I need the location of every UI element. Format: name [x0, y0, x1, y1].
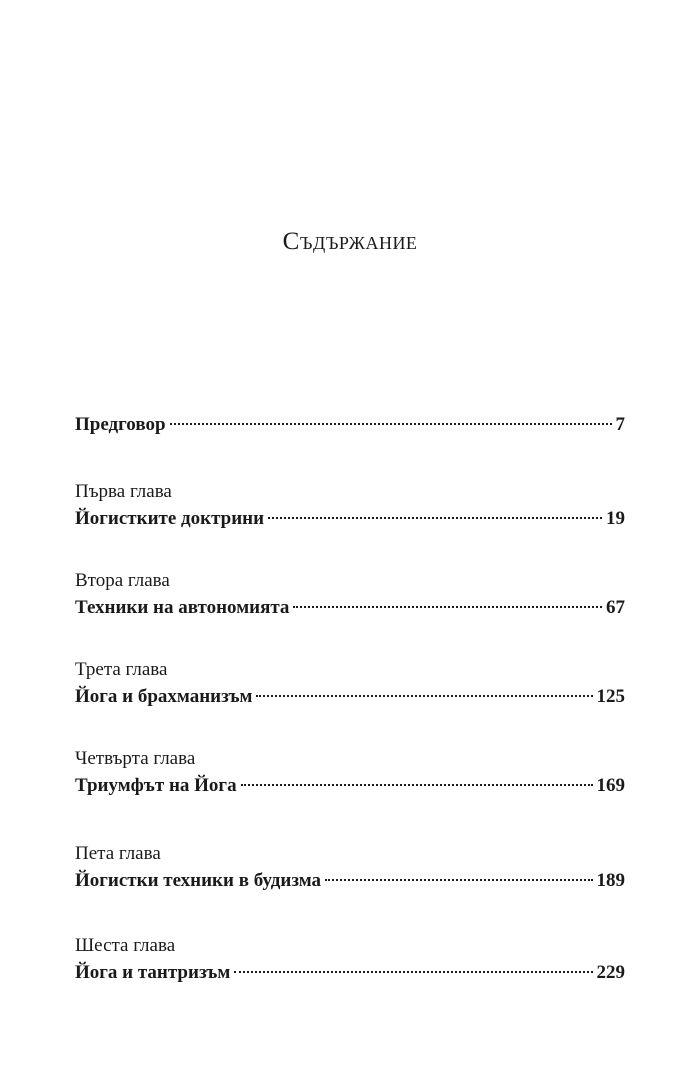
- toc-entry-row: [75, 413, 625, 437]
- toc-entry-row: [75, 685, 625, 709]
- toc-entry-title: Предговор: [75, 414, 166, 435]
- dot-leader: [293, 606, 602, 608]
- chapter-label: Пета глава: [75, 843, 161, 864]
- toc-entry-title: Йога и брахманизъм: [75, 686, 253, 707]
- toc-entry-row: [75, 507, 625, 531]
- toc-entry-page-number: 7: [615, 414, 625, 435]
- dot-leader: [268, 517, 602, 519]
- toc-entry-chapter-3: [75, 659, 625, 709]
- toc-entry-row: [75, 596, 625, 620]
- chapter-label: Четвърта глава: [75, 748, 196, 769]
- toc-entry-title: Йогистки техники в будизма: [75, 870, 322, 891]
- chapter-label: Първа глава: [75, 481, 172, 502]
- toc-entry-title: Йога и тантризъм: [75, 962, 231, 983]
- toc-entry-chapter-4: [75, 748, 625, 798]
- page-title: Съдържание: [282, 228, 418, 255]
- dot-leader: [325, 879, 592, 881]
- toc-entry-title: Триумфът на Йога: [75, 775, 237, 796]
- dot-leader: [234, 971, 592, 973]
- toc-entry-page-number: 229: [596, 962, 625, 983]
- toc-entry-chapter-5: [75, 843, 625, 893]
- toc-entry-page-number: 19: [606, 508, 625, 529]
- toc-entry-chapter-6: [75, 935, 625, 985]
- toc-entry-row: [75, 774, 625, 798]
- chapter-label: Трета глава: [75, 659, 168, 680]
- toc-entry-title: Йогистките доктрини: [75, 508, 265, 529]
- toc-entry-chapter-1: [75, 481, 625, 531]
- toc-entry-row: [75, 961, 625, 985]
- toc-entry-title: Техники на автономията: [75, 597, 290, 618]
- toc-entry-page-number: 189: [596, 870, 625, 891]
- dot-leader: [241, 784, 593, 786]
- toc-entry-row: [75, 869, 625, 893]
- toc-entry-page-number: 67: [606, 597, 625, 618]
- toc-entry-preface: [75, 413, 625, 437]
- chapter-label: Втора глава: [75, 570, 170, 591]
- toc-entry-page-number: 125: [596, 686, 625, 707]
- dot-leader: [170, 423, 612, 425]
- toc-entry-page-number: 169: [596, 775, 625, 796]
- chapter-label: Шеста глава: [75, 935, 176, 956]
- dot-leader: [256, 695, 592, 697]
- toc-entry-chapter-2: [75, 570, 625, 620]
